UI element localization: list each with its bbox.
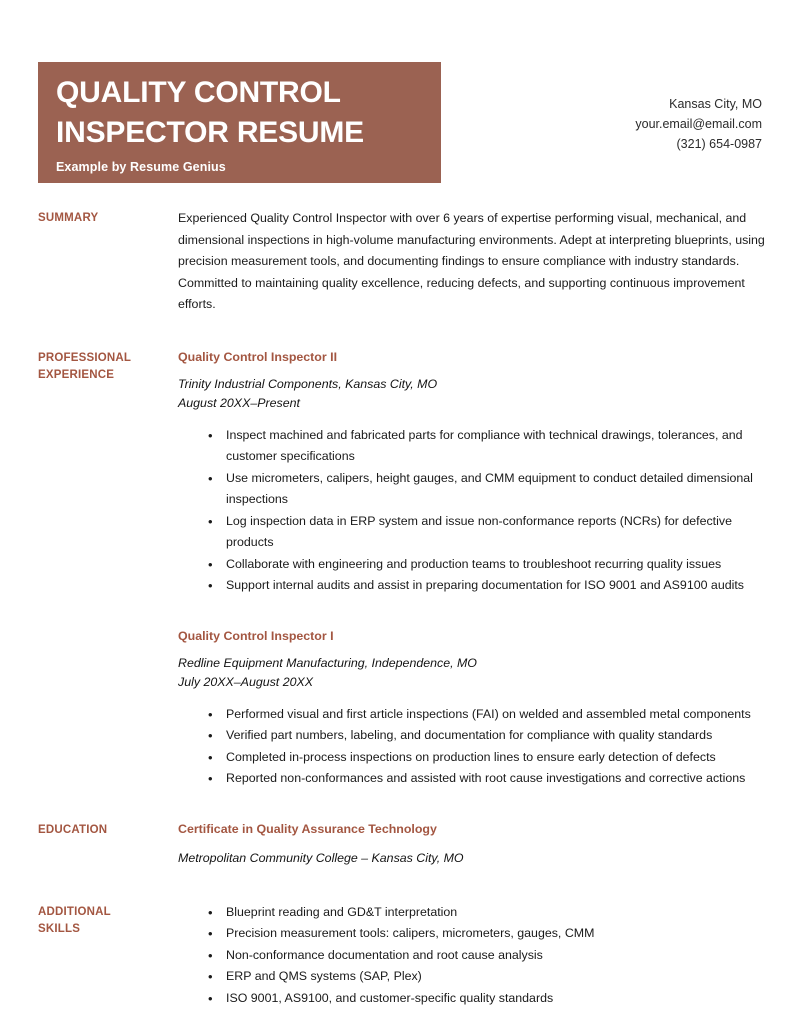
- job-bullet-list: [178, 704, 768, 790]
- job-bullet: • Verified part numbers, labeling, and documentation for compliance with quality standards: [178, 725, 768, 747]
- job-bullet: • Reported non-conformances and assisted with root cause investigations and corrective actions: [178, 768, 768, 790]
- job-dates: August 20XX–Present: [178, 395, 300, 410]
- section-education: [0, 820, 800, 868]
- job-employer: Trinity Industrial Components, Kansas City, MO: [178, 376, 438, 391]
- skill-item: • ISO 9001, AS9100, and customer-specific quality standards: [178, 988, 768, 1010]
- resume-title-line2: INSPECTOR RESUME: [56, 116, 364, 149]
- section-skills: [0, 902, 800, 1010]
- experience-job: [178, 627, 768, 790]
- job-separator: [178, 597, 768, 627]
- section-label-education: [38, 820, 178, 839]
- education-school: Metropolitan Community College – Kansas City, MO: [178, 850, 464, 865]
- section-label-summary: [38, 208, 178, 227]
- job-bullet: • Completed in-process inspections on production lines to ensure early detection of defects: [178, 747, 768, 769]
- title-banner: [38, 62, 441, 183]
- job-dates: July 20XX–August 20XX: [178, 674, 314, 689]
- section-label-skills: [38, 902, 178, 938]
- experience-body: [178, 348, 768, 790]
- job-bullet: • Performed visual and first article inspections (FAI) on welded and assembled metal components: [178, 704, 768, 726]
- job-title: Quality Control Inspector I: [178, 628, 334, 643]
- resume-header: [0, 62, 800, 184]
- education-degree: Certificate in Quality Assurance Technology: [178, 821, 437, 836]
- job-bullet-list: [178, 425, 768, 597]
- summary-text: Experienced Quality Control Inspector with over 6 years of expertise performing visual, mechanical, and dimensional inspections in high-volume manufacturing environments. Adept at interpreting blueprints, using precision measurement tools, and documenting findings to ensure compliance with industry standards. Committed to maintaining quality excellence, reducing defects, and supporting continuous improvement efforts.: [178, 211, 765, 311]
- education-body: [178, 820, 768, 868]
- job-bullet: • Log inspection data in ERP system and issue non-conformance reports (NCRs) for defective products: [178, 511, 768, 554]
- skill-item: • Non-conformance documentation and root cause analysis: [178, 945, 768, 967]
- section-summary: [0, 208, 800, 316]
- skill-item: • Precision measurement tools: calipers, micrometers, gauges, CMM: [178, 923, 768, 945]
- job-title: Quality Control Inspector II: [178, 349, 338, 364]
- experience-job: [178, 348, 768, 597]
- resume-subtitle: Example by Resume Genius: [56, 160, 226, 174]
- job-bullet: • Collaborate with engineering and production teams to troubleshoot recurring quality issues: [178, 554, 768, 576]
- education-label-text: EDUCATION: [38, 823, 108, 836]
- summary-label-text: SUMMARY: [38, 212, 99, 224]
- job-bullet: • Support internal audits and assist in preparing documentation for ISO 9001 and AS9100 audits: [178, 575, 768, 597]
- skills-label-line1: ADDITIONAL: [38, 905, 111, 918]
- job-meta: [178, 375, 768, 413]
- section-label-experience: [38, 348, 178, 384]
- skills-label-line2: SKILLS: [38, 922, 81, 935]
- job-bullet: • Use micrometers, calipers, height gauges, and CMM equipment to conduct detailed dimensional inspections: [178, 468, 768, 511]
- section-experience: [0, 348, 800, 790]
- job-bullet: • Inspect machined and fabricated parts for compliance with technical drawings, tolerances, and customer specifications: [178, 425, 768, 468]
- contact-block: [635, 94, 762, 154]
- skills-body: [178, 902, 768, 1010]
- contact-location: Kansas City, MO: [669, 97, 762, 111]
- experience-label-line1: PROFESSIONAL: [38, 351, 132, 364]
- experience-label-line2: EXPERIENCE: [38, 368, 115, 381]
- contact-email: your.email@email.com: [635, 117, 762, 131]
- skills-bullet-list: [178, 902, 768, 1010]
- job-meta: [178, 654, 768, 692]
- resume-title-line1: QUALITY CONTROL: [56, 76, 341, 109]
- skill-item: • ERP and QMS systems (SAP, Plex): [178, 966, 768, 988]
- skill-item: • Blueprint reading and GD&T interpretation: [178, 902, 768, 924]
- resume-content: [0, 208, 800, 1009]
- summary-body: [178, 208, 768, 316]
- job-employer: Redline Equipment Manufacturing, Independence, MO: [178, 655, 477, 670]
- contact-phone: (321) 654-0987: [676, 137, 762, 151]
